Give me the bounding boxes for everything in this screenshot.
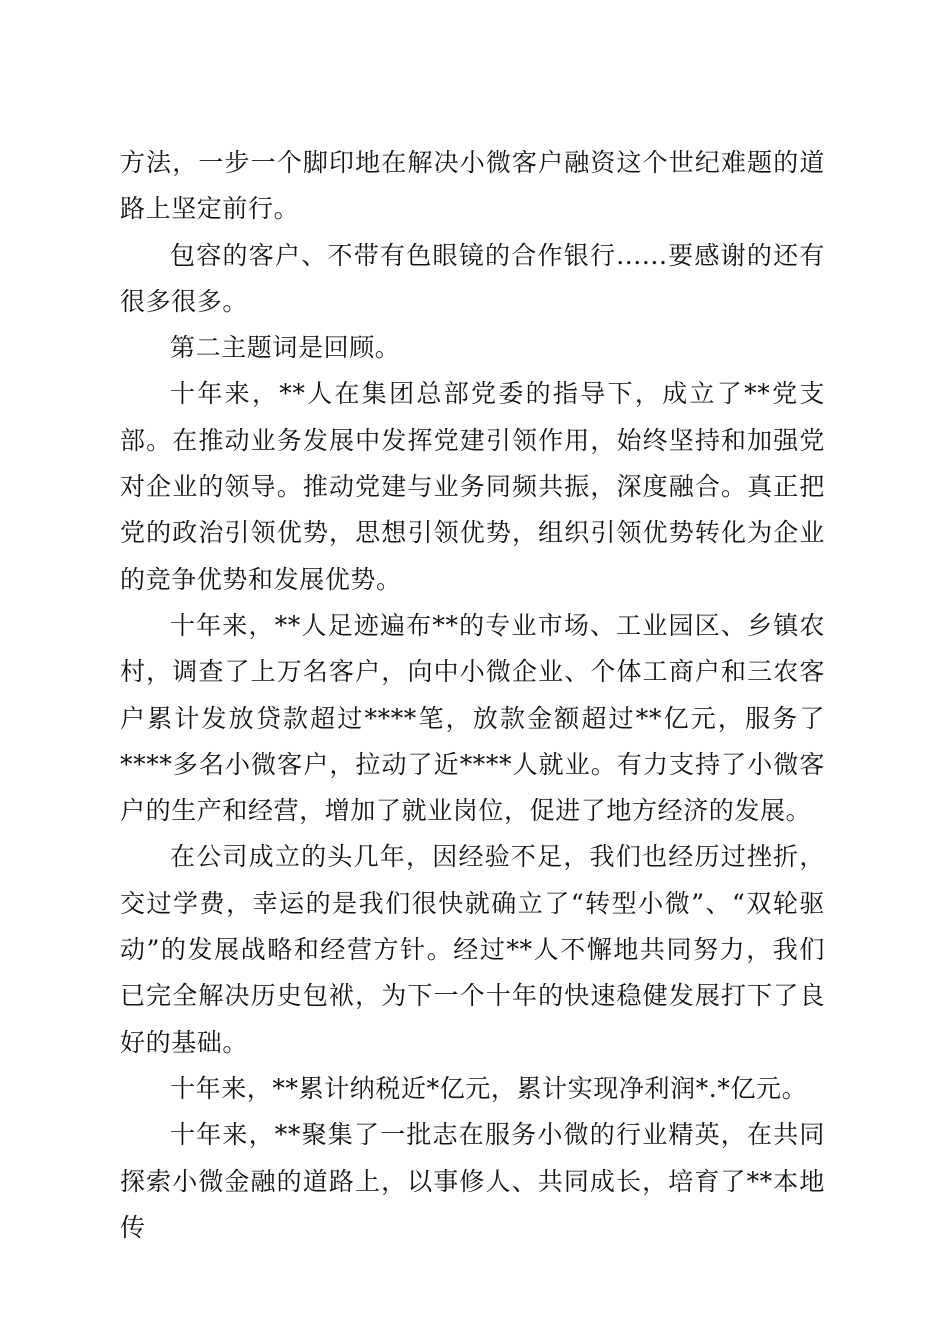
paragraph-continuation: 方法，一步一个脚印地在解决小微客户融资这个世纪难题的道路上坚定前行。 [120,148,825,224]
document-body [120,140,825,1251]
paragraph-party-branch: 十年来，**人在集团总部党委的指导下，成立了**党支部。在推动业务发展中发挥党建引领作用，始终坚持和加强党对企业的领导。推动党建与业务同频共振，深度融合。真正把党的政治引领优势，思想引领优势，组织引领优势转化为企业的竞争优势和发展优势。 [120,379,825,594]
paragraph-customers-loans: 十年来，**人足迹遍布**的专业市场、工业园区、乡镇农村，调查了上万名客户，向中小微企业、个体工商户和三农客户累计发放贷款超过****笔，放款金额超过**亿元，服务了****多名小微客户，拉动了近****人就业。有力支持了小微客户的生产和经营，增加了就业岗位，促进了地方经济的发展。 [120,610,825,826]
paragraph-tax-profit: 十年来，**累计纳税近*亿元，累计实现净利润*.*亿元。 [170,1073,808,1103]
paragraph-early-years: 在公司成立的头几年，因经验不足，我们也经历过挫折，交过学费，幸运的是我们很快就确立了“转型小微”、“双轮驱动”的发展战略和经营方针。经过**人不懈地共同努力，我们已完全解决历史包袱，为下一个十年的快速稳健发展打下了良好的基础。 [120,842,825,1057]
paragraph-second-theme: 第二主题词是回顾。 [170,333,401,363]
paragraph-thanks: 包容的客户、不带有色眼镜的合作银行......要感谢的还有很多很多。 [120,240,825,316]
paragraph-talent: 十年来，**聚集了一批志在服务小微的行业精英，在共同探索小微金融的道路上，以事修人、共同成长，培育了**本地传 [120,1120,825,1242]
